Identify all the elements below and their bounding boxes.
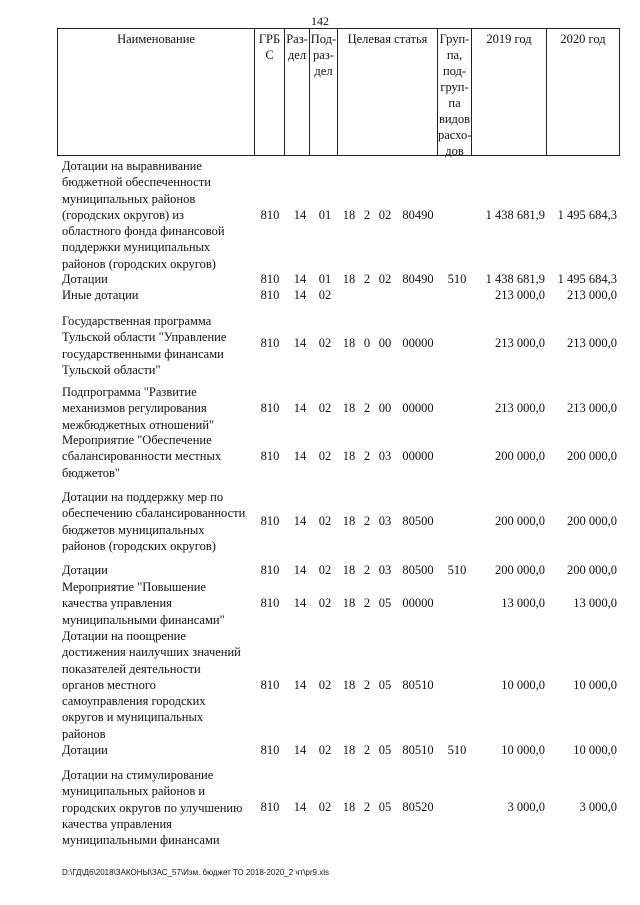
row-2020: 200 000,0 xyxy=(567,514,617,528)
row-name: Мероприятие "Повышение качества управления муниципальными финансами" xyxy=(62,580,225,627)
row-target-subprogram: 2 xyxy=(363,678,371,692)
row-grbs: 810 xyxy=(260,288,280,302)
row-razdel: 14 xyxy=(293,208,307,222)
row-razdel: 14 xyxy=(293,449,307,463)
row-target-code: 00000 xyxy=(402,596,434,610)
row-2020: 213 000,0 xyxy=(567,401,617,415)
row-target-program: 18 xyxy=(342,272,356,286)
row-name: Иные дотации xyxy=(62,288,139,302)
row-2020: 200 000,0 xyxy=(567,563,617,577)
row-grbs: 810 xyxy=(260,596,280,610)
row-target-program: 18 xyxy=(342,800,356,814)
row-2020: 1 495 684,3 xyxy=(557,208,617,222)
row-podrazdel: 02 xyxy=(318,514,332,528)
row-2019: 213 000,0 xyxy=(495,288,545,302)
row-2019: 200 000,0 xyxy=(495,449,545,463)
row-target-program: 18 xyxy=(342,596,356,610)
header-razdel: Раз- дел xyxy=(285,29,310,155)
row-target-subprogram: 2 xyxy=(363,272,371,286)
row-grbs: 810 xyxy=(260,743,280,757)
row-2020: 1 495 684,3 xyxy=(557,272,617,286)
row-name: Дотации xyxy=(62,563,108,577)
row-name: Дотации на поддержку мер по обеспечению сбалансированности бюджетов муниципальных районов (городских округов) xyxy=(62,490,246,553)
row-2019: 3 000,0 xyxy=(507,800,545,814)
row-target-subprogram: 2 xyxy=(363,743,371,757)
row-podrazdel: 02 xyxy=(318,449,332,463)
row-name: Государственная программа Тульской области "Управление государственными финансами Тульской области" xyxy=(62,314,227,377)
row-target-event: 05 xyxy=(378,743,392,757)
row-grbs: 810 xyxy=(260,514,280,528)
row-grbs: 810 xyxy=(260,563,280,577)
row-podrazdel: 02 xyxy=(318,800,332,814)
header-name: Наименование xyxy=(58,29,255,155)
row-target-event: 03 xyxy=(378,563,392,577)
row-target-code: 80500 xyxy=(402,514,434,528)
row-podrazdel: 02 xyxy=(318,596,332,610)
row-name: Дотации xyxy=(62,272,108,286)
row-target-code: 80500 xyxy=(402,563,434,577)
row-2019: 213 000,0 xyxy=(495,401,545,415)
header-podrazdel: Под- раз- дел xyxy=(310,29,338,155)
row-razdel: 14 xyxy=(293,563,307,577)
row-target-program: 18 xyxy=(342,401,356,415)
row-target-program: 18 xyxy=(342,336,356,350)
header-grbs: ГРБ С xyxy=(255,29,285,155)
row-target-code: 80520 xyxy=(402,800,434,814)
header-target: Целевая статья xyxy=(338,29,438,155)
row-target-event: 05 xyxy=(378,596,392,610)
row-2019: 10 000,0 xyxy=(501,678,545,692)
row-razdel: 14 xyxy=(293,401,307,415)
row-target-code: 80510 xyxy=(402,743,434,757)
row-2019: 200 000,0 xyxy=(495,563,545,577)
row-name: Дотации на поощрение достижения наилучших значений показателей деятельности органов местного самоуправления городских округов и муниципальных районов xyxy=(62,629,241,741)
row-name: Дотации на стимулирование муниципальных районов и городских округов по улучшению качества управления муниципальными финансами xyxy=(62,768,243,848)
row-target-subprogram: 2 xyxy=(363,208,371,222)
row-target-subprogram: 2 xyxy=(363,514,371,528)
row-target-event: 00 xyxy=(378,401,392,415)
row-2019: 13 000,0 xyxy=(501,596,545,610)
row-target-program: 18 xyxy=(342,449,356,463)
row-podrazdel: 01 xyxy=(318,208,332,222)
row-podrazdel: 02 xyxy=(318,336,332,350)
row-2019: 1 438 681,9 xyxy=(485,208,545,222)
row-2020: 213 000,0 xyxy=(567,288,617,302)
row-razdel: 14 xyxy=(293,288,307,302)
row-target-program: 18 xyxy=(342,208,356,222)
row-target-subprogram: 0 xyxy=(363,336,371,350)
row-grbs: 810 xyxy=(260,208,280,222)
row-podrazdel: 02 xyxy=(318,678,332,692)
row-2019: 1 438 681,9 xyxy=(485,272,545,286)
row-2020: 10 000,0 xyxy=(573,678,617,692)
file-path-footer: D:\ГД\Д6\2018\ЗАКОНЫ\ЗАС_57\Изм. бюджет ТО 2018-2020_2 чт\pr9.xls xyxy=(62,868,329,877)
row-grbs: 810 xyxy=(260,800,280,814)
row-target-code: 80490 xyxy=(402,208,434,222)
row-target-program: 18 xyxy=(342,678,356,692)
page-number: 142 xyxy=(311,14,329,28)
row-2020: 200 000,0 xyxy=(567,449,617,463)
row-grbs: 810 xyxy=(260,449,280,463)
row-target-subprogram: 2 xyxy=(363,596,371,610)
row-podrazdel: 02 xyxy=(318,743,332,757)
row-2020: 13 000,0 xyxy=(573,596,617,610)
row-target-code: 00000 xyxy=(402,336,434,350)
row-grbs: 810 xyxy=(260,272,280,286)
row-podrazdel: 02 xyxy=(318,563,332,577)
row-target-subprogram: 2 xyxy=(363,563,371,577)
row-2019: 213 000,0 xyxy=(495,336,545,350)
row-grbs: 810 xyxy=(260,678,280,692)
row-target-event: 02 xyxy=(378,208,392,222)
row-name: Мероприятие "Обеспечение сбалансированности местных бюджетов" xyxy=(62,433,222,480)
row-2019: 200 000,0 xyxy=(495,514,545,528)
row-2020: 10 000,0 xyxy=(573,743,617,757)
row-podrazdel: 02 xyxy=(318,288,332,302)
row-2020: 213 000,0 xyxy=(567,336,617,350)
row-vid: 510 xyxy=(447,272,467,286)
row-target-program: 18 xyxy=(342,743,356,757)
row-target-subprogram: 2 xyxy=(363,449,371,463)
row-target-subprogram: 2 xyxy=(363,401,371,415)
row-target-event: 00 xyxy=(378,336,392,350)
row-podrazdel: 01 xyxy=(318,272,332,286)
row-target-code: 00000 xyxy=(402,401,434,415)
row-razdel: 14 xyxy=(293,272,307,286)
row-target-code: 80510 xyxy=(402,678,434,692)
row-2020: 3 000,0 xyxy=(579,800,617,814)
header-2019: 2019 год xyxy=(472,29,547,155)
row-razdel: 14 xyxy=(293,514,307,528)
row-target-event: 03 xyxy=(378,449,392,463)
header-2020: 2020 год xyxy=(560,32,606,46)
row-razdel: 14 xyxy=(293,336,307,350)
row-vid: 510 xyxy=(447,563,467,577)
row-razdel: 14 xyxy=(293,678,307,692)
row-target-subprogram: 2 xyxy=(363,800,371,814)
row-target-event: 05 xyxy=(378,678,392,692)
row-razdel: 14 xyxy=(293,596,307,610)
row-2019: 10 000,0 xyxy=(501,743,545,757)
table-header xyxy=(57,28,620,156)
row-vid: 510 xyxy=(447,743,467,757)
row-podrazdel: 02 xyxy=(318,401,332,415)
header-vid: Груп- па, под- груп- па видов расхо- дов xyxy=(438,29,472,155)
row-grbs: 810 xyxy=(260,336,280,350)
row-name: Дотации на выравнивание бюджетной обеспеченности муниципальных районов (городских округов) из областного фонда финансовой поддержки муниципальных районов (городских округов) xyxy=(62,159,225,271)
row-target-code: 00000 xyxy=(402,449,434,463)
row-razdel: 14 xyxy=(293,743,307,757)
row-target-event: 05 xyxy=(378,800,392,814)
row-target-event: 02 xyxy=(378,272,392,286)
row-target-program: 18 xyxy=(342,563,356,577)
row-razdel: 14 xyxy=(293,800,307,814)
row-target-program: 18 xyxy=(342,514,356,528)
row-grbs: 810 xyxy=(260,401,280,415)
row-target-event: 03 xyxy=(378,514,392,528)
row-name: Дотации xyxy=(62,743,108,757)
row-target-code: 80490 xyxy=(402,272,434,286)
row-name: Подпрограмма "Развитие механизмов регулирования межбюджетных отношений" xyxy=(62,385,215,432)
